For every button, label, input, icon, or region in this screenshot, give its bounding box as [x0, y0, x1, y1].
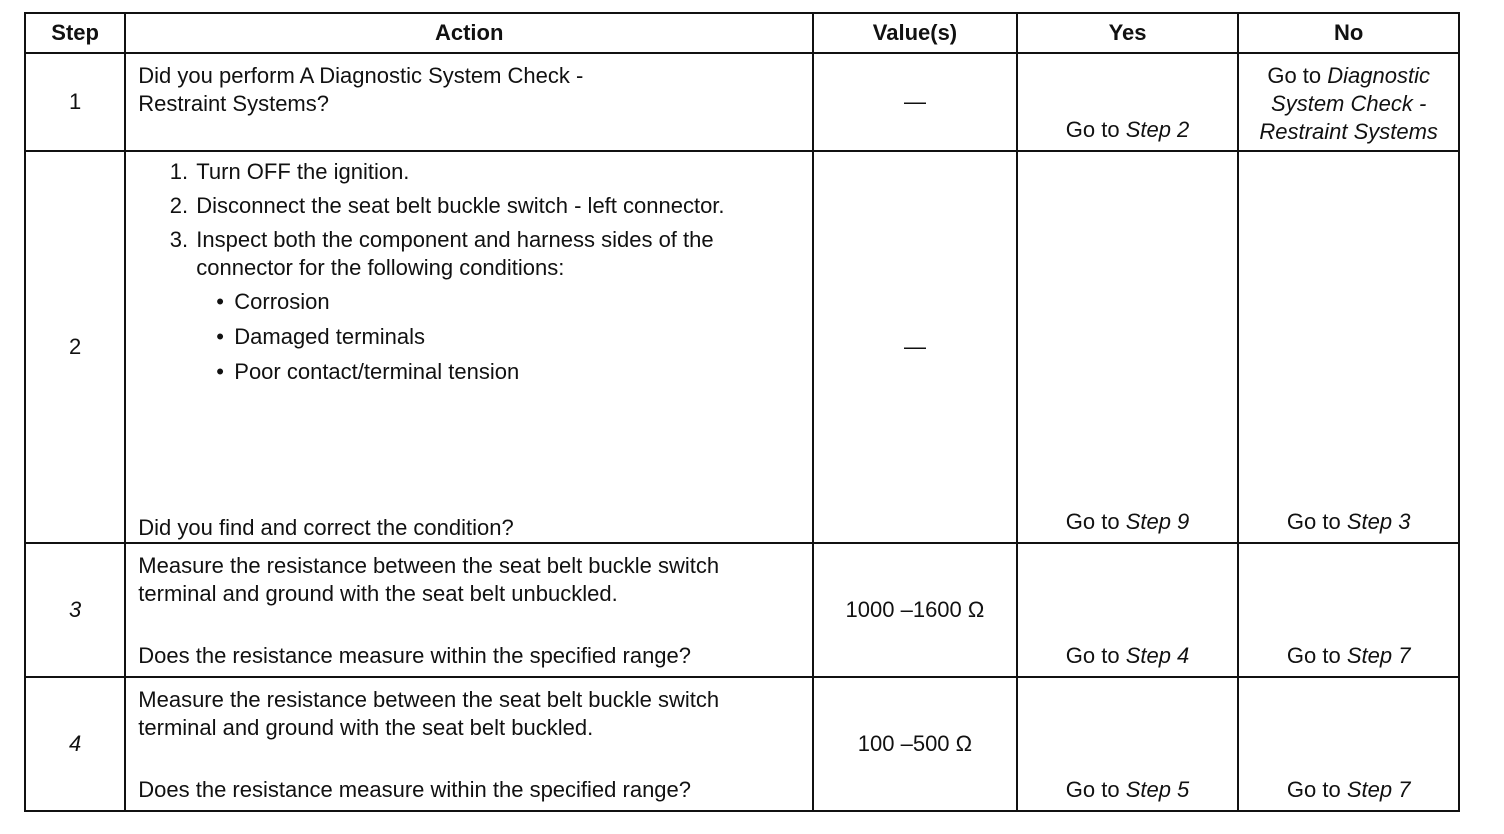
step-number: 3 [25, 543, 125, 677]
condition-list [196, 288, 800, 386]
no-prefix: Go to [1286, 643, 1347, 668]
no-target: Step 3 [1346, 509, 1411, 534]
action-question: Did you perform A Diagnostic System Check - Restraint Systems? [138, 63, 584, 116]
step-number: 4 [25, 677, 125, 811]
yes-prefix: Go to [1065, 117, 1126, 142]
condition-item: • Damaged terminals [220, 323, 800, 351]
no-cell [1238, 677, 1459, 811]
instruction-list [138, 158, 800, 386]
action-question: Does the resistance measure within the specified range? [138, 777, 692, 802]
yes-target: Step 4 [1125, 643, 1190, 668]
value-cell: 100 –500 Ω [813, 677, 1017, 811]
header-no: No [1238, 13, 1459, 53]
instruction-text: Inspect both the component and harness sides of the connector for the following conditions: [196, 227, 714, 280]
instruction-item [194, 226, 800, 386]
table-row-step-3 [25, 543, 1459, 677]
no-goto[interactable] [1239, 776, 1458, 804]
condition-item: • Corrosion [220, 288, 800, 316]
no-cell [1238, 53, 1459, 151]
no-target: Diagnostic System Check - Restraint Systems [1259, 63, 1438, 144]
condition-item: • Poor contact/terminal tension [220, 358, 800, 386]
instruction-item: 2. Disconnect the seat belt buckle switch - left connector. [194, 192, 800, 220]
header-action: Action [125, 13, 813, 53]
table-row-step-4 [25, 677, 1459, 811]
header-yes: Yes [1017, 13, 1239, 53]
yes-goto[interactable] [1018, 508, 1238, 536]
action-cell [125, 677, 813, 811]
instruction-item: 1. Turn OFF the ignition. [194, 158, 800, 186]
action-question: Did you find and correct the condition? [138, 515, 514, 540]
action-text: Measure the resistance between the seat belt buckle switch terminal and ground with the seat belt buckled. [138, 687, 720, 740]
diagnostic-table [24, 12, 1460, 812]
yes-prefix: Go to [1065, 777, 1126, 802]
step-number: 1 [25, 53, 125, 151]
yes-goto[interactable] [1018, 116, 1238, 144]
value-cell: 1000 –1600 Ω [813, 543, 1017, 677]
table-row-step-1 [25, 53, 1459, 151]
no-prefix: Go to [1267, 63, 1328, 88]
header-values: Value(s) [813, 13, 1017, 53]
yes-cell [1017, 53, 1239, 151]
no-prefix: Go to [1286, 509, 1347, 534]
no-cell [1238, 543, 1459, 677]
action-cell [125, 151, 813, 543]
action-text: Measure the resistance between the seat belt buckle switch terminal and ground with the seat belt unbuckled. [138, 553, 720, 606]
no-goto[interactable] [1239, 508, 1458, 536]
yes-target: Step 2 [1125, 117, 1190, 142]
no-goto[interactable] [1239, 54, 1458, 146]
action-cell [125, 543, 813, 677]
step-number: 2 [25, 151, 125, 543]
no-target: Step 7 [1346, 643, 1411, 668]
action-question: Does the resistance measure within the specified range? [138, 643, 692, 668]
yes-prefix: Go to [1065, 643, 1126, 668]
no-prefix: Go to [1286, 777, 1347, 802]
no-target: Step 7 [1346, 777, 1411, 802]
value-cell: — [813, 151, 1017, 543]
header-row [25, 13, 1459, 53]
no-goto[interactable] [1239, 642, 1458, 670]
value-cell: — [813, 53, 1017, 151]
yes-target: Step 5 [1125, 777, 1190, 802]
header-step: Step [25, 13, 125, 53]
action-cell [125, 53, 813, 151]
yes-cell [1017, 151, 1239, 543]
yes-cell [1017, 543, 1239, 677]
yes-goto[interactable] [1018, 642, 1238, 670]
yes-target: Step 9 [1125, 509, 1190, 534]
yes-goto[interactable] [1018, 776, 1238, 804]
table-row-step-2 [25, 151, 1459, 543]
yes-cell [1017, 677, 1239, 811]
yes-prefix: Go to [1065, 509, 1126, 534]
no-cell [1238, 151, 1459, 543]
